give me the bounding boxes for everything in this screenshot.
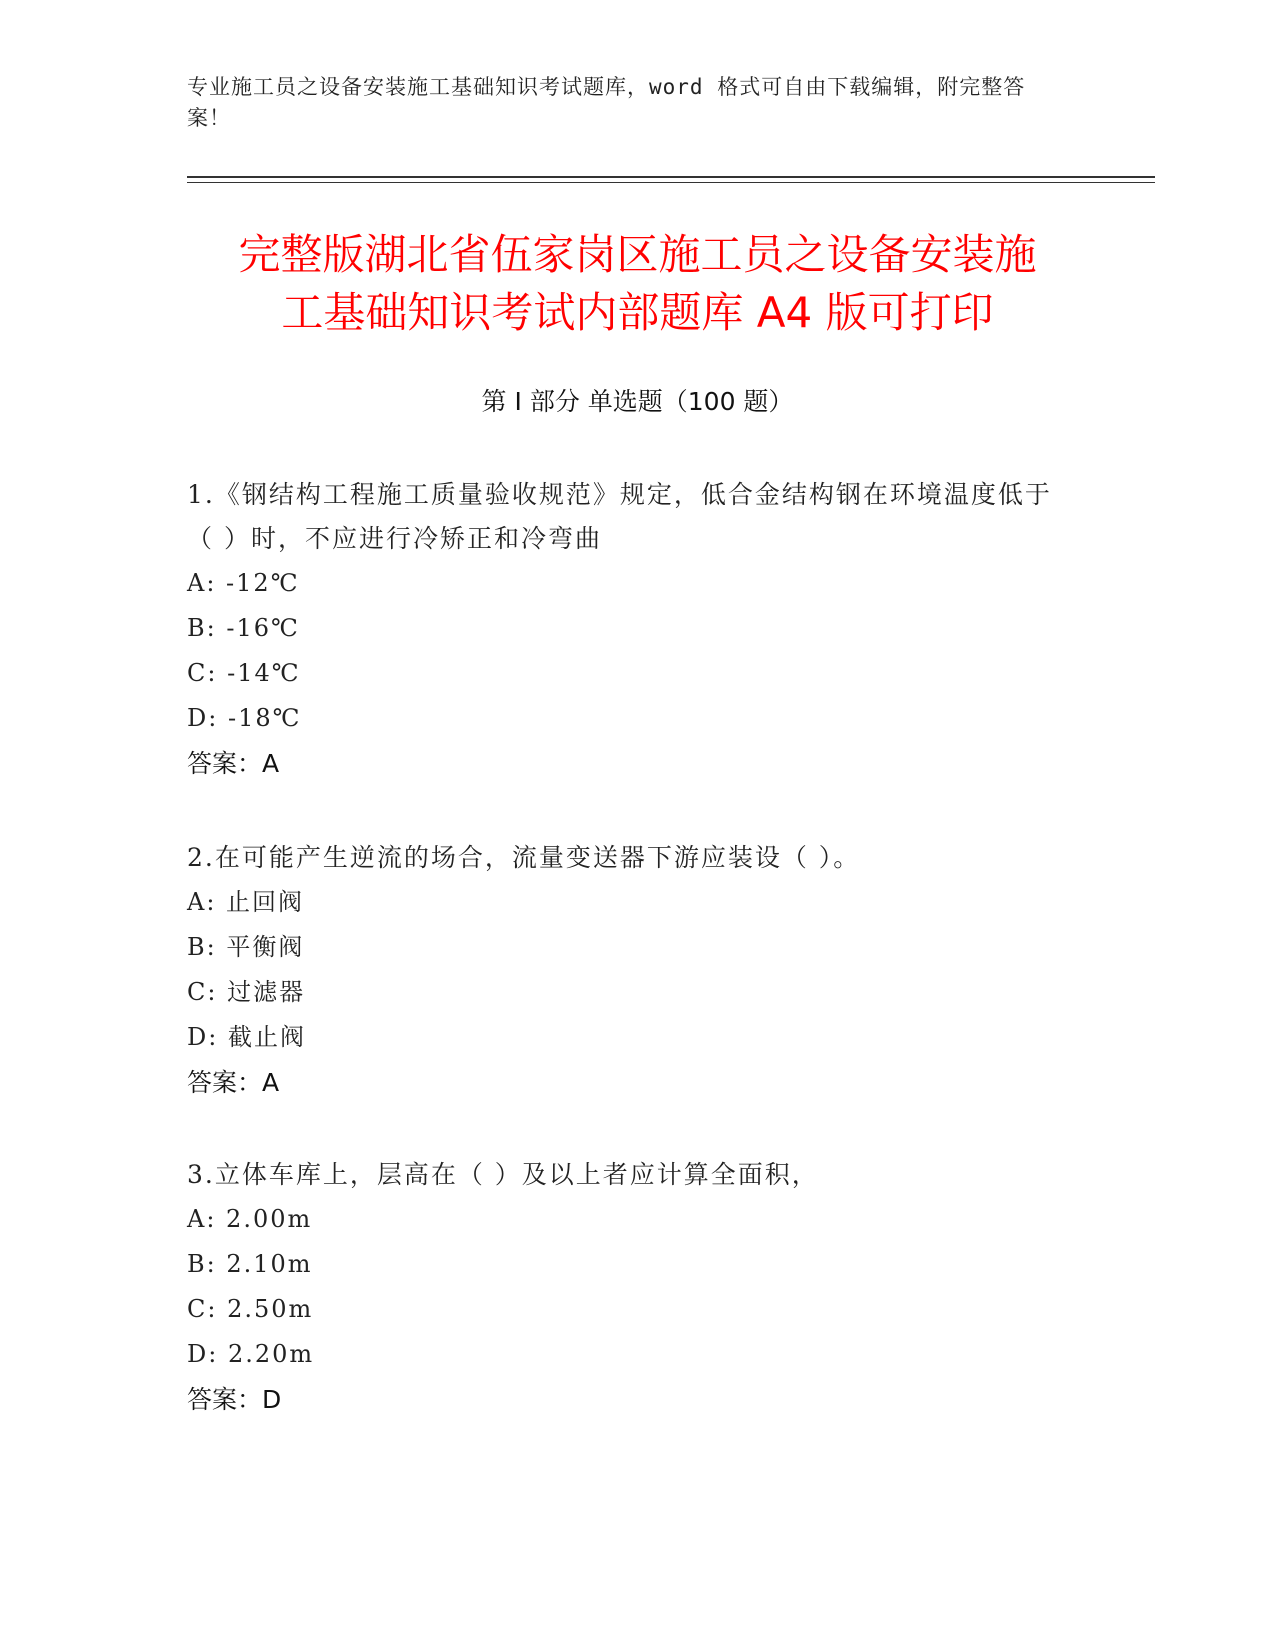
option-c: C: 2.50m bbox=[187, 1295, 314, 1323]
option-a: A: -12℃ bbox=[187, 569, 300, 597]
question-stem: 3.立体车库上，层高在（ ）及以上者应计算全面积， bbox=[187, 1160, 819, 1189]
option-a: A: 止回阀 bbox=[187, 888, 305, 916]
header-rule-thin bbox=[187, 182, 1155, 183]
question-stem: 2.在可能产生逆流的场合，流量变送器下游应装设（ ）。 bbox=[187, 843, 861, 872]
option-b: B: 平衡阀 bbox=[187, 933, 305, 961]
question-1 bbox=[187, 473, 1077, 787]
answer: 答案：A bbox=[187, 749, 280, 778]
section-heading: 第 I 部分 单选题（100 题） bbox=[481, 387, 794, 416]
option-b: B: -16℃ bbox=[187, 614, 300, 642]
question-stem: 1.《钢结构工程施工质量验收规范》规定，低合金结构钢在环境温度低于（ ）时，不应进行冷矫正和冷弯曲 bbox=[187, 480, 1052, 553]
option-a: A: 2.00m bbox=[187, 1205, 313, 1233]
header-rule-thick bbox=[187, 176, 1155, 178]
document-title bbox=[150, 226, 1125, 342]
option-c: C: 过滤器 bbox=[187, 978, 306, 1006]
question-3 bbox=[187, 1153, 1077, 1423]
option-d: D: 截止阀 bbox=[187, 1023, 306, 1051]
title-line-2: 工基础知识考试内部题库 A4 版可打印 bbox=[281, 288, 994, 337]
answer: 答案：A bbox=[187, 1068, 280, 1097]
option-c: C: -14℃ bbox=[187, 659, 301, 687]
title-line-1: 完整版湖北省伍家岗区施工员之设备安装施 bbox=[238, 230, 1037, 279]
option-d: D: -18℃ bbox=[187, 704, 302, 732]
question-2 bbox=[187, 836, 1077, 1106]
option-d: D: 2.20m bbox=[187, 1340, 315, 1368]
answer: 答案：D bbox=[187, 1385, 282, 1414]
header-note: 专业施工员之设备安装施工基础知识考试题库，word 格式可自由下载编辑，附完整答案！ bbox=[187, 75, 1026, 130]
option-b: B: 2.10m bbox=[187, 1250, 313, 1278]
